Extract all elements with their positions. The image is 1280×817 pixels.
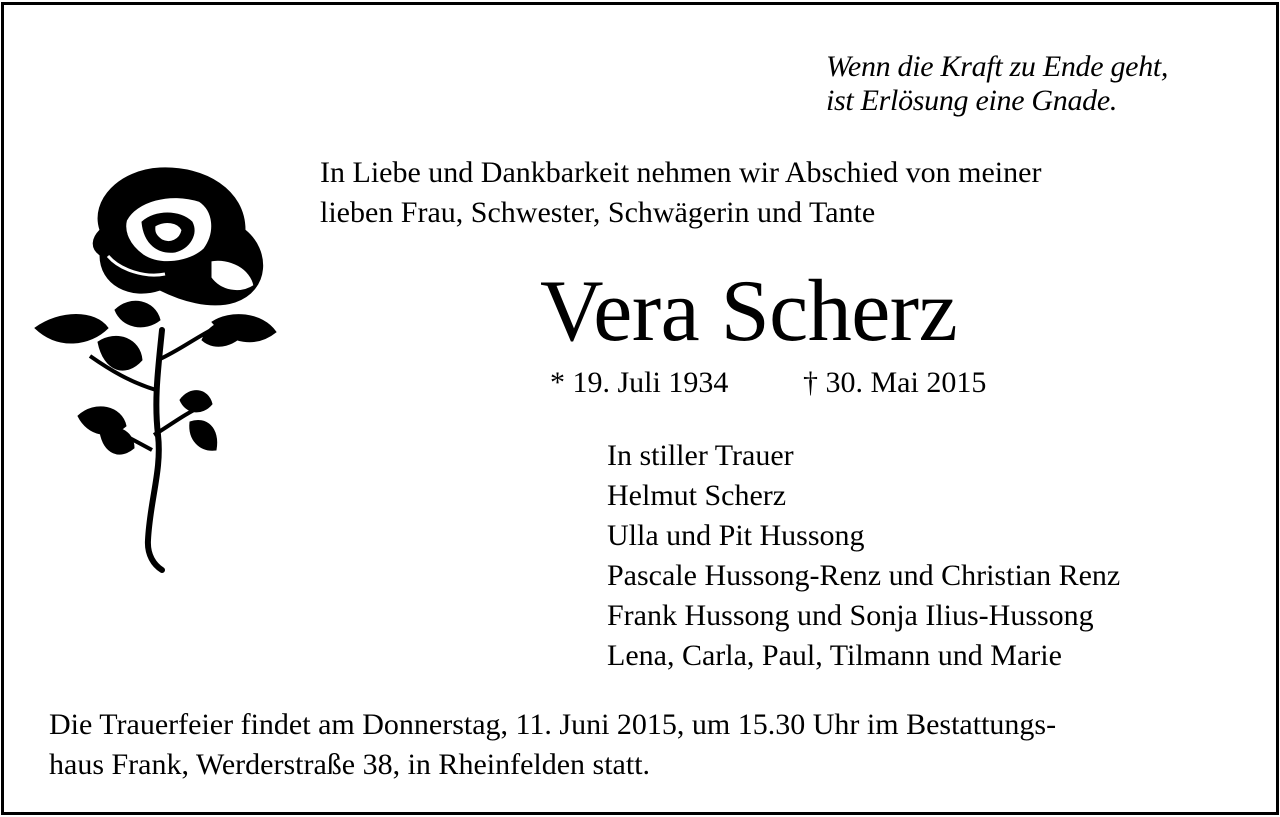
mourner-line: Lena, Carla, Paul, Tilmann und Marie [607,639,1062,672]
rose-icon [30,160,290,580]
funeral-notice [49,705,1249,785]
birth-date: * 19. Juli 1934 [550,366,729,399]
mourner-line: Pascale Hussong-Renz und Christian Renz [607,559,1121,592]
deceased-name: Vera Scherz [540,263,958,360]
mourner-line: Ulla und Pit Hussong [607,519,865,552]
death-date: † 30. Mai 2015 [803,366,987,399]
motto-line-1: Wenn die Kraft zu Ende geht, [826,50,1169,83]
motto-quote [826,50,1246,118]
motto-line-2: ist Erlösung eine Gnade. [826,84,1118,117]
funeral-line-1: Die Trauerfeier findet am Donnerstag, 11. Juni 2015, um 15.30 Uhr im Bestattungs- [49,708,1057,741]
funeral-line-2: haus Frank, Werderstraße 38, in Rheinfelden statt. [49,748,651,781]
intro-line-2: lieben Frau, Schwester, Schwägerin und Tante [320,196,876,229]
mourner-line: Helmut Scherz [607,479,787,512]
mourners-list [607,436,1267,676]
mourner-line: Frank Hussong und Sonja Ilius-Hussong [607,599,1094,632]
mourner-line: In stiller Trauer [607,439,794,472]
intro-text [320,153,1220,233]
intro-line-1: In Liebe und Dankbarkeit nehmen wir Abschied von meiner [320,156,1042,189]
